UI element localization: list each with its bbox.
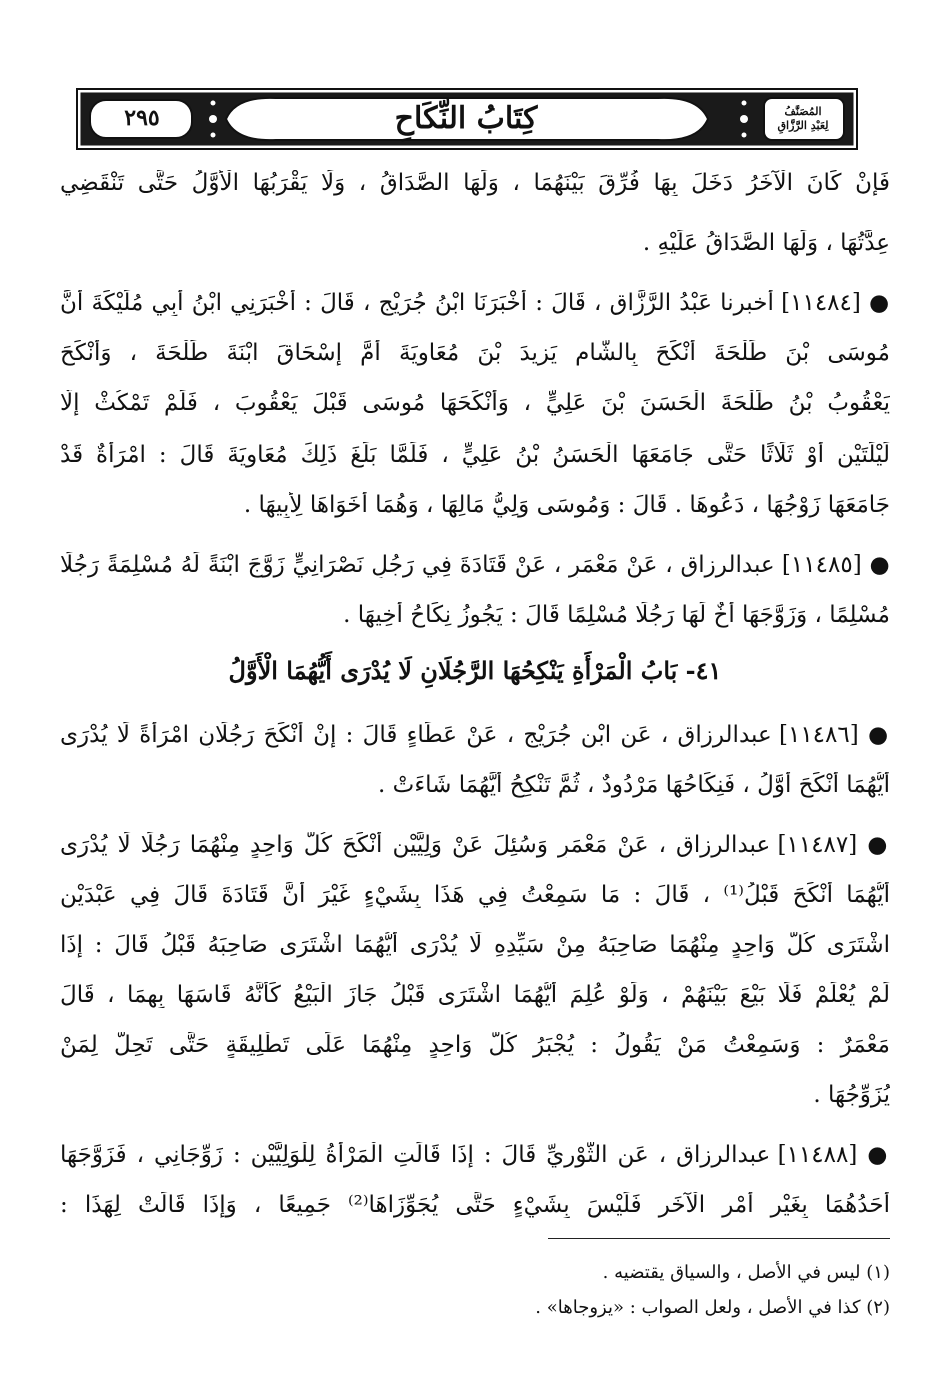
hadith-11486-line: ● [١١٤٨٦] عبدالرزاق ، عَنِ ابْنِ جُرَيْجٍ ، عَنْ عَطَاءٍ قَالَ : إِنْ أَنْكَحَ رَجُلَانِ امْرَأَةً لَا يُدْرَى xyxy=(60,722,890,748)
running-title: كِتَابُ النِّكَاحِ xyxy=(394,100,538,136)
text-line: يُزَوِّجُهَا . xyxy=(813,1082,890,1108)
text-line: مُوسَى بْنَ طَلْحَةَ أَنْكَحَ بِالشَّامِ يَزِيدَ بْنَ مُعَاوِيَةَ أُمَّ إِسْحَاقَ ابْنَةَ طَلْحَةَ ، وَأَنْكَحَ xyxy=(60,340,890,366)
running-header xyxy=(76,88,858,150)
book-logo-line-2: لِعَبْدِ الرَّزَّاقِ xyxy=(777,119,829,132)
footnote-2: (٢) كذا في الأصل ، ولعل الصواب : «يزوجاها» . xyxy=(535,1297,890,1318)
book-logo-line-1: المُصَنَّفُ xyxy=(784,105,822,118)
text-line: أَحَدُهُمَا بِغَيْرِ أَمْرِ الْآخَرِ فَلَيْسَ بِشَيْءٍ حَتَّى يُجَوِّزَاهَا⁽²⁾ جَمِيعًا ، وَإِذَا قَالَتْ لِهَذَا : xyxy=(60,1192,890,1218)
text-line: لَمْ يُعْلَمْ فَلَا بَيْعَ بَيْنَهُمْ ، وَلَوْ عُلِمَ أَيُّهُمَا اشْتَرَى قَبْلُ جَازَ الْبَيْعُ كَأَنَّهُ قَاسَهَا بِهِمَا ، قَالَ xyxy=(60,982,890,1008)
text-line: أَيُّهُمَا أَنْكَحَ أَوَّلُ ، فَنِكَاحُهَا مَرْدُودٌ ، ثُمَّ تَنْكِحُ أَيَّهُمَا شَاءَتْ . xyxy=(378,772,890,798)
text-line: مَعْمَرٌ : وَسَمِعْتُ مَنْ يَقُولُ : يُجْبَرُ كُلُّ وَاحِدٍ مِنْهُمَا عَلَى تَطْلِيقَةٍ حَتَّى تَحِلَّ لِمَنْ xyxy=(60,1032,890,1058)
text-line: جَامَعَهَا زَوْجُهَا ، دَعُوهَا . قَالَ : وَمُوسَى وَلِيُّ مَالِهَا ، وَهُمَا أَخَوَاهَا لِأَبِيهَا . xyxy=(243,492,890,518)
text-line: مُسْلِمًا ، وَزَوَّجَهَا أَخٌ لَهَا رَجُلًا مُسْلِمًا قَالَ : يَجُوزُ نِكَاحُ أَخِيهَا . xyxy=(343,602,890,628)
footnote-1: (١) ليس في الأصل ، والسياق يقتضيه . xyxy=(602,1262,890,1283)
page-number: ٢٩٥ xyxy=(124,105,160,131)
text-line: يَعْقُوبُ بْنُ طَلْحَةَ الْحَسَنَ بْنَ عَلِيٍّ ، وَأَنْكَحَهَا مُوسَى قَبْلَ يَعْقُوبَ ، فَلَمْ تَمْكُثْ إِلَّا xyxy=(60,390,890,416)
book-logo xyxy=(768,98,838,140)
text-line: اشْتَرَى كُلُّ وَاحِدٍ مِنْهُمَا صَاحِبَهُ مِنْ سَيِّدِهِ لَا يُدْرَى أَيُّهُمَا اشْتَرَى صَاحِبَهُ قَبْلُ قَالَ : إِذَا xyxy=(60,932,890,958)
text-line: فَإِنْ كَانَ الْآخَرُ دَخَلَ بِهَا فُرِّقَ بَيْنَهُمَا ، وَلَهَا الصَّدَاقُ ، وَلَا يَقْرَبُهَا الْأَوَّلُ حَتَّى تَنْقَضِي xyxy=(60,170,890,196)
hadith-11487-line: ● [١١٤٨٧] عبدالرزاق ، عَنْ مَعْمَرٍ وَسُئِلَ عَنْ وَلِيَّيْنِ أَنْكَحَ كُلُّ وَاحِدٍ مِنْهُمَا رَجُلًا لَا يُدْرَى xyxy=(60,832,890,858)
hadith-11488-line: ● [١١٤٨٨] عبدالرزاق ، عَنِ الثَّوْرِيِّ قَالَ : إِذَا قَالَتِ الْمَرْأَةُ لِلْوَلِيَّيْنِ : زَوِّجَانِي ، فَزَوَّجَهَا xyxy=(60,1142,890,1168)
hadith-11484-line: ● [١١٤٨٤] أخبرنا عَبْدُ الرَّزَّاقِ ، قَالَ : أَخْبَرَنَا ابْنُ جُرَيْجٍ ، قَالَ : أَخْبَرَنِي ابْنُ أَبِي مُلَيْكَةَ أَنَّ xyxy=(60,290,890,316)
hadith-11485-line: ● [١١٤٨٥] عبدالرزاق ، عَنْ مَعْمَرٍ ، عَنْ قَتَادَةَ فِي رَجُلٍ نَصْرَانِيٍّ زَوَّجَ ابْنَةً لَهُ مُسْلِمَةً رَجُلًا xyxy=(60,552,890,578)
text-line: أَيُّهُمَا أَنْكَحَ قَبْلُ⁽¹⁾ ، قَالَ : مَا سَمِعْتُ فِي هَذَا بِشَيْءٍ غَيْرَ أَنَّ قَتَادَةَ قَالَ فِي عَبْدَيْنِ xyxy=(60,882,890,908)
text-line: لَيْلَتَيْنِ أَوْ ثَلَاثًا حَتَّى جَامَعَهَا الْحَسَنُ بْنُ عَلِيٍّ ، فَلَمَّا بَلَغَ ذَلِكَ مُعَاوِيَةَ قَالَ : امْرَأَةٌ قَدْ xyxy=(60,442,890,468)
footnote-separator xyxy=(548,1238,890,1239)
text-line: عِدَّتُهَا ، وَلَهَا الصَّدَاقُ عَلَيْهِ . xyxy=(642,230,890,256)
chapter-heading: ٤١- بَابُ الْمَرْأَةِ يَنْكِحُهَا الرَّجُلَانِ لَا يُدْرَى أَيُّهُمَا الْأَوَّلُ xyxy=(228,656,722,685)
